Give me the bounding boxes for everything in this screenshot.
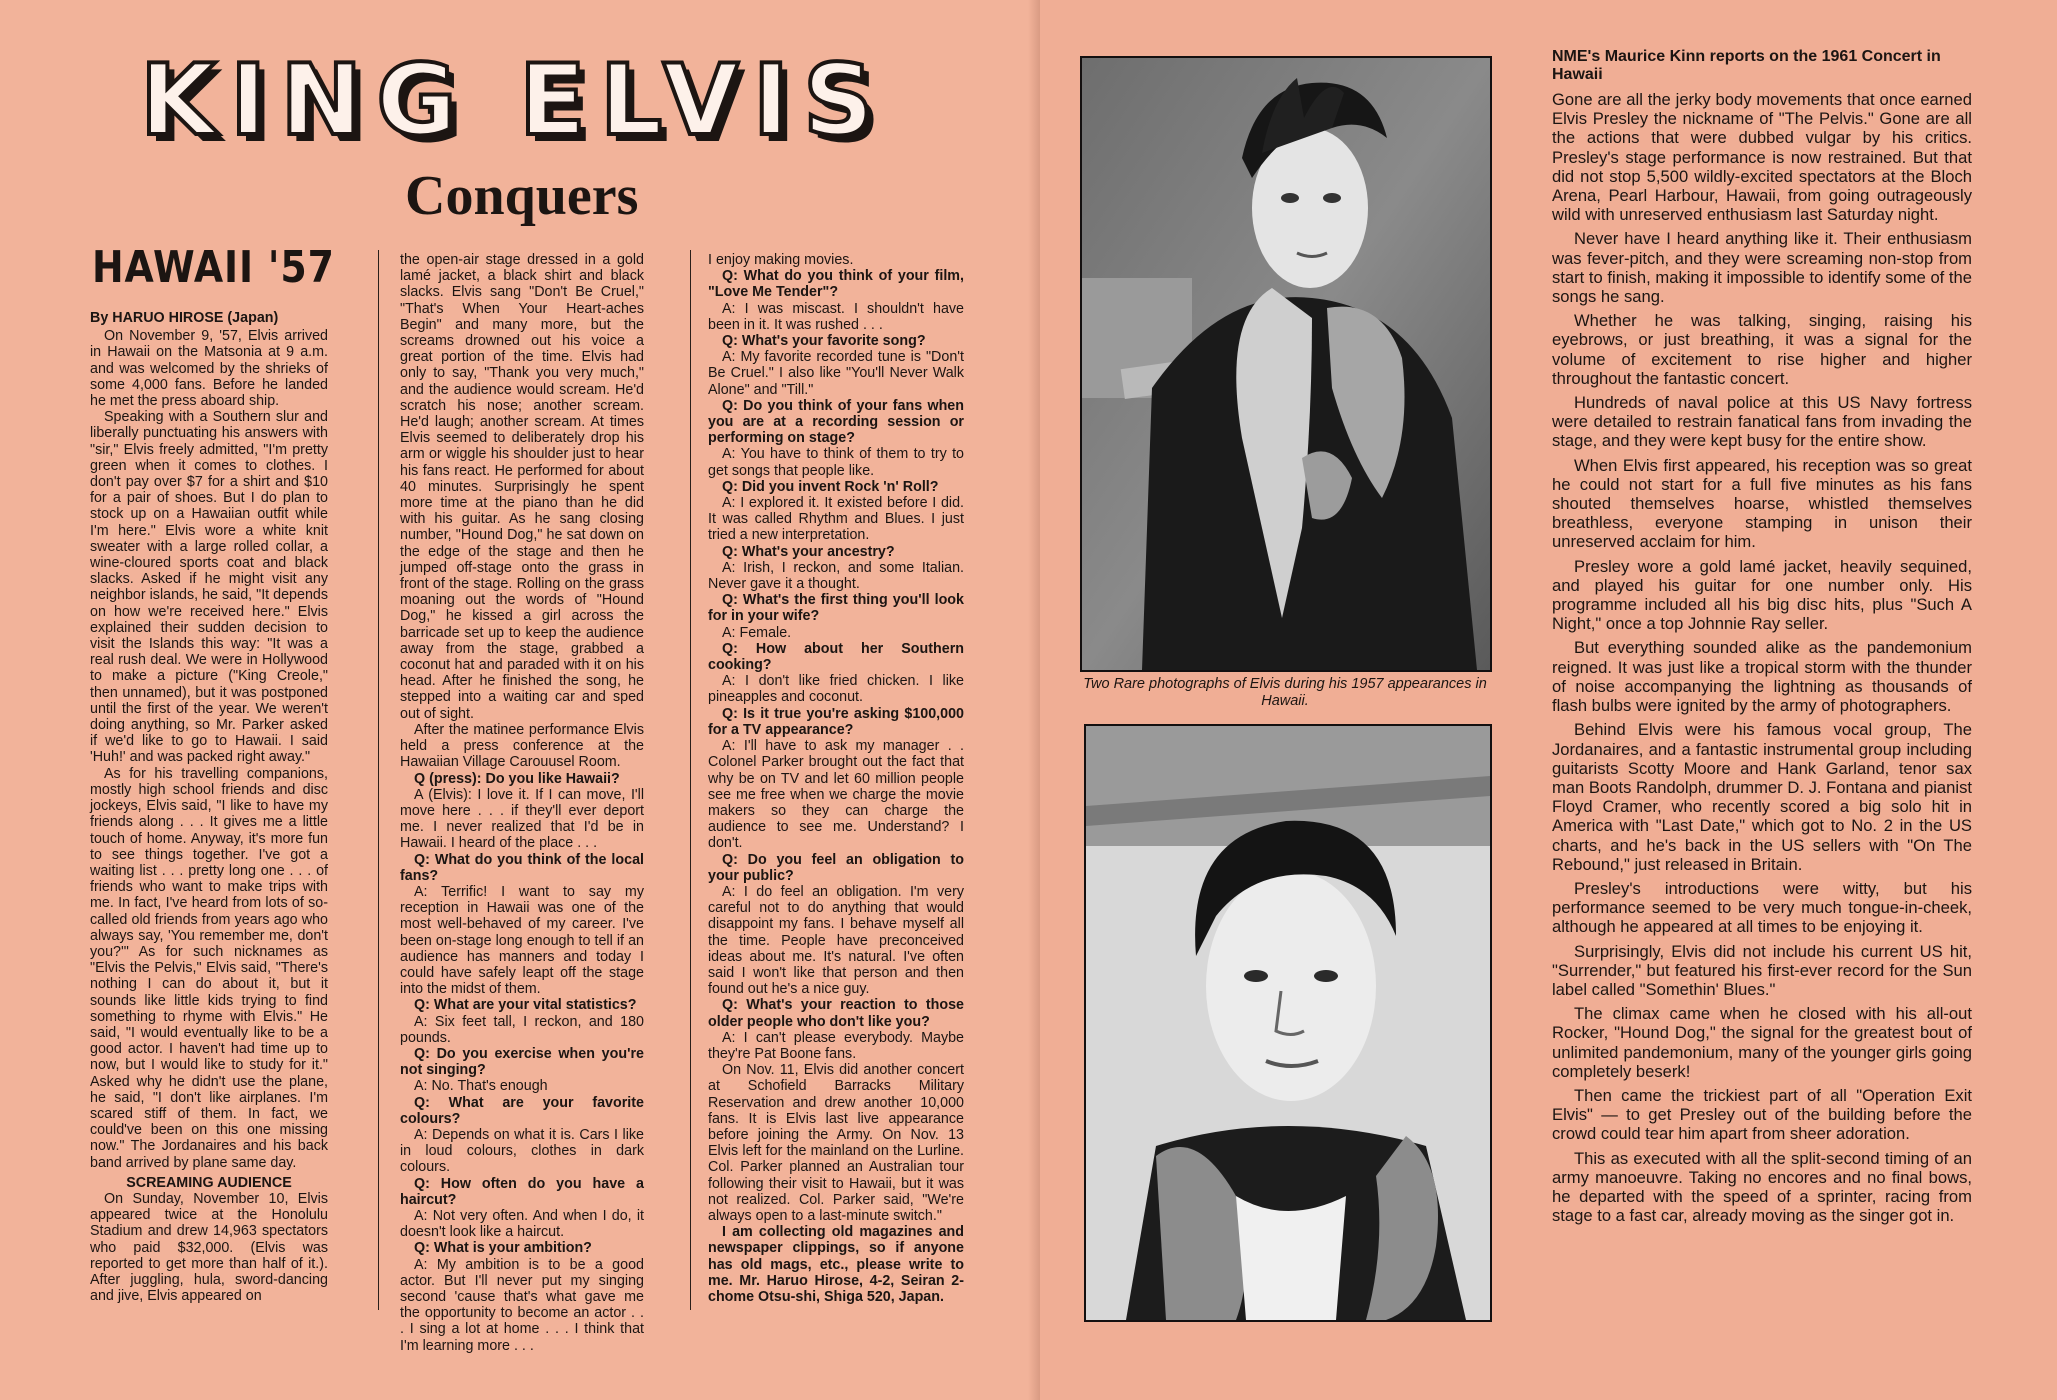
qa-answer: A: I'll have to ask my manager . . Colonel Parker brought out the fact that why be on TV and let 60 million people see me free when we charge the movie makers so they can charge the audience to see me. Understand? I don't. [708,738,964,852]
paragraph: Then came the trickiest part of all "Operation Exit Elvis" — to get Presley out of the building before the crowd could tear him apart from sheer adoration. [1552,1085,1972,1144]
qa-answer: A: You have to think of them to try to get songs that people like. [708,446,964,479]
reader-note [708,1224,964,1305]
article-heading: NME's Maurice Kinn reports on the 1961 Concert in Hawaii [1552,48,1941,83]
qa-answer: A: My favorite recorded tune is "Don't Be Cruel." I also like "You'll Never Walk Alone" and "Till." [708,349,964,398]
qa-question [708,706,964,738]
qa-answer: A: I don't like fried chicken. I like pineapples and coconut. [708,673,964,706]
paragraph: On Nov. 11, Elvis did another concert at Schofield Barracks Military Reservation and drew another 10,000 fans. It is Elvis last live appearance before joining the Army. On Nov. 13 Elvis left for the mainland on the Lurline. Col. Parker planned an Australian tour following their visit to Hawaii, but it was not realized. Col. Parker said, "We're always open to a last-minute switch." [708,1062,964,1224]
place-title: HAWAII '57 [92,242,335,293]
qa-question [708,592,964,624]
qa-question-text: Q: Is it true you're asking $100,000 for a TV appearance? [708,705,964,738]
column-divider [378,250,379,1310]
qa-question-text: Q: What's your ancestry? [722,543,895,560]
qa-question [400,1046,644,1078]
qa-question-text: Q: Do you feel an obligation to your public? [708,851,964,884]
qa-answer: A: My ambition is to be a good actor. But I'll never put my singing second 'cause that's what gave me the opportunity to become an actor . . . I sing a lot at home . . . I think that I'm learning more . . . [400,1256,644,1354]
paragraph: This as executed with all the split-second timing of an army manoeuvre. Taking no encores and no final bows, he departed with the speed of a sprinter, racing from stage to a fast car, already moving as the singer got in. [1552,1148,1972,1226]
qa-question-text: Q: What do you think of the local fans? [400,851,644,884]
paragraph: The climax came when he closed with his all-out Rocker, "Hound Dog," the signal for the greatest bout of unlimited pandemonium, many of the younger girls going completely beserk! [1552,1004,1972,1081]
article-column-right [1552,90,1972,1230]
paragraph: Speaking with a Southern slur and liberally punctuating his answers with "sir," Elvis freely admitted, "I'm pretty green when it comes to clothes. I don't pay over $7 for a shirt and $10 for a pair of shoes. But I do plan to stock up on a Hawaiian outfit while I'm here." Elvis wore a white knit sweater with a large rolled collar, a wine-cloured sports coat and black slacks. Asked if he might visit any neighbor islands, he said, "It depends on how we're received here." Elvis explained their sudden decision to visit the Islands this way: "It was a real rush deal. We were in Hollywood to make a picture ("King Creole," then unnamed), but it was postponed until the first of the year. We weren't doing anything, so Mr. Parker asked if we'd like to go to Hawaii. I said 'Huh!' and was packed right away." [90,409,328,766]
qa-question [400,997,644,1013]
article-column-3 [708,252,964,1305]
article-column-2 [400,252,644,1354]
paragraph: On November 9, '57, Elvis arrived in Hawaii on the Matsonia at 9 a.m. and was welcomed by the shrieks of some 4,000 fans. Before he landed he met the press aboard ship. [90,328,328,410]
qa-question [708,997,964,1029]
qa-question [708,852,964,884]
paragraph: the open-air stage dressed in a gold lamé jacket, a black shirt and black slacks. Elvis sang "Don't Be Cruel," "That's When Your Heart-aches Begin" and many more, but the screams drowned out his voice a great portion of the time. Elvis had only to say, "Thank you very much," and the audience would scream. He'd scratch his nose; another scream. He'd laugh; another scream. At times Elvis seemed to deliberately drop his arm or wiggle his shoulder just to hear his fans react. He performed for about 40 minutes. Surprisingly he spent more time at the piano than he did with his guitar. As he sang closing number, "Hound Dog," he sat down on the edge of the stage and then he jumped off-stage onto the grass in front of the stage. Rolling on the grass moaning out the words of "Hound Dog," he kissed a girl across the barricade set up to keep the audience away from the stage, grabbed a coconut hat and paraded with it on his head. After he finished the song, he stepped into a waiting car and sped out of sight. [400,252,644,722]
qa-answer: A: Six feet tall, I reckon, and 180 pounds. [400,1013,644,1046]
qa-answer: A: I do feel an obligation. I'm very careful not to do anything that would disappoint my fans. I behave myself all the time. People have preconceived ideas about me. It's natural. I've often said I won't like that person and then found out he's a nice guy. [708,883,964,998]
qa-question-text: Q (press): Do you like Hawaii? [414,770,620,787]
paragraph: Hundreds of naval police at this US Navy fortress were detailed to restrain fanatical fans from invading the stage, and they were kept busy for the entire show. [1552,393,1972,451]
qa-answer: A: Depends on what it is. Cars I like in loud colours, clothes in dark colours. [400,1126,644,1176]
qa-question-text: Q: Did you invent Rock 'n' Roll? [722,478,939,495]
qa-question [708,398,964,447]
qa-answer: A: I explored it. It existed before I did. It was called Rhythm and Blues. I just tried a new interpretation. [708,495,964,544]
qa-question [400,1240,644,1256]
article-column-1 [90,310,328,1304]
qa-question-text: Q: How often do you have a haircut? [400,1175,644,1208]
qa-question-text: Q: Do you exercise when you're not singing? [400,1045,644,1079]
column-divider [690,250,691,1310]
paragraph: Behind Elvis were his famous vocal group, The Jordanaires, and a fantastic instrumental group including guitarists Scotty Moore and Hank Garland, tenor sax man Boots Randolph, drummer D. J. Fontana and pianist Floyd Cramer, who recently scored a big solo hit in America with "Last Date," which got to No. 2 in the US charts, and he's back in the US sellers with "On The Rebound," just released in Britain. [1552,720,1972,874]
qa-question [400,1176,644,1208]
qa-question-text: Q: What do you think of your film, "Love Me Tender"? [708,268,964,301]
elvis-photo-2 [1084,724,1492,1322]
qa-question [708,641,964,673]
paragraph: But everything sounded alike as the pandemonium reigned. It was just like a tropical storm with the thunder of noise accompanying the lightning as thousands of flash bulbs were ignited by the army of photographers. [1552,638,1972,716]
qa-question-text: Q: What's your reaction to those older people who don't like you? [708,997,964,1030]
qa-answer: A: Terrific! I want to say my reception in Hawaii was one of the most well-behaved of my career. I've been on-stage long enough to tell if an audience has manners and today I could have safely leapt off the stage into the midst of them. [400,883,644,998]
byline: By HARUO HIROSE (Japan) [90,310,279,326]
qa-question [400,1095,644,1127]
qa-question-text: Q: What's the first thing you'll look for in your wife? [708,592,964,625]
qa-question-text: Q: How about her Southern cooking? [708,640,964,674]
qa-question [708,333,964,349]
qa-question [400,771,644,787]
qa-question [708,268,964,300]
reader-note-text: I am collecting old magazines and newspaper clippings, so if anyone has old mags, etc., please write to me. Mr. Haruo Hirose, 4-2, Seiran 2-chome Otsu-shi, Shiga 520, Japan. [708,1224,964,1305]
paragraph: As for his travelling companions, mostly high school friends and disc jockeys, Elvis said, "I like to have my friends along . . . It gives me a little touch of home. Anyway, it's more fun to see things together. I've got a waiting list . . . pretty long one . . . of friends who want to make trips with me. In fact, I've heard from lots of so-called old friends from years ago who always say, 'You remember me, don't you?'" As for such nicknames as "Elvis the Pelvis," Elvis said, "There's nothing I can do about it, but it sounds like little kids trying to find something to rhyme with Elvis." He said, "I would eventually like to be a good actor. I haven't had time up to now, but I would like to study for it." Asked why he didn't use the plane, he said, "I don't like airplanes. I'm scared stiff of them. In fact, we could've been on this one missing now." The Jordanaires and his back band arrived by plane same day. [90,765,328,1171]
paragraph: Presley's introductions were witty, but his performance seemed to be very much tongue-in-cheek, although he appeared at all times to be enjoying it. [1552,878,1972,937]
paragraph: On Sunday, November 10, Elvis appeared twice at the Honolulu Stadium and drew 14,963 spectators who paid $32,000. (Elvis was reported to get more than half of it.). After juggling, hula, sword-dancing and jive, Elvis appeared on [90,1190,328,1305]
qa-question [708,544,964,560]
paragraph: When Elvis first appeared, his reception was so great he could not start for a full five minutes as his fans shouted themselves hoarse, whistled themselves breathless, everyone stamping in unison their unreserved acclaim for him. [1552,455,1972,552]
elvis-photo-1 [1080,56,1492,672]
photo-2-image [1086,726,1490,1320]
qa-question-text: Q: Do you think of your fans when you are at a recording session or performing on stage? [708,397,964,447]
qa-answer: A: Not very often. And when I do, it doesn't look like a haircut. [400,1207,644,1241]
qa-answer: A: I was miscast. I shouldn't have been in it. It was rushed . . . [708,300,964,333]
qa-answer: A: Irish, I reckon, and some Italian. Never gave it a thought. [708,559,964,593]
masthead-title: KING ELVIS [140,44,888,158]
qa-answer: A: I can't please everybody. Maybe they're Pat Boone fans. [708,1029,964,1062]
photo-caption: Two Rare photographs of Elvis during his 1957 appearances in Hawaii. [1083,676,1487,709]
qa-question [400,852,644,884]
qa-question-text: Q: What are your favorite colours? [400,1094,644,1127]
qa-question-text: Q: What is your ambition? [414,1240,592,1257]
paragraph: Presley wore a gold lamé jacket, heavily sequined, and played his guitar for one number only. His programme included all his big disc hits, plus "Such A Night," once a top Johnnie Ray seller. [1552,556,1972,634]
qa-answer: A: No. That's enough [414,1078,548,1095]
paragraph: After the matinee performance Elvis held a press conference at the Hawaiian Village Carouusel Room. [400,721,644,771]
qa-question [708,479,964,495]
subhead: Conquers [405,165,639,227]
photo-1-image [1082,58,1490,670]
qa-answer: A (Elvis): I love it. If I can move, I'll move here . . . if they'll ever deport me. I never realized that I'd be in Hawaii. I heard of the place . . . [400,786,644,852]
qa-answer: A: Female. [722,624,792,641]
paragraph: Whether he was talking, singing, raising his eyebrows, or just breathing, it was a signal for the volume of excitement to rise higher and higher throughout the fantastic concert. [1552,311,1972,388]
paragraph: I enjoy making movies. [708,252,854,268]
section-subheading: SCREAMING AUDIENCE [126,1174,292,1191]
paragraph: Never have I heard anything like it. Their enthusiasm was fever-pitch, and they were screaming non-stop from start to finish, making it impossible to identify some of the songs he sang. [1552,229,1972,307]
paragraph: Gone are all the jerky body movements that once earned Elvis Presley the nickname of "The Pelvis." Gone are all the actions that were dubbed vulgar by his critics. Presley's stage performance is now restrained. But that did not stop 5,500 wildly-excited spectators at the Bloch Arena, Pearl Harbour, Hawaii, from going outrageously wild with unreserved enthusiasm last Saturday night. [1552,90,1972,225]
paragraph: Surprisingly, Elvis did not include his current US hit, "Surrender," but featured his first-ever record for the Sun label called "Somethin' Blues." [1552,941,1972,999]
qa-question-text: Q: What's your favorite song? [722,333,926,350]
qa-question-text: Q: What are your vital statistics? [414,997,637,1014]
